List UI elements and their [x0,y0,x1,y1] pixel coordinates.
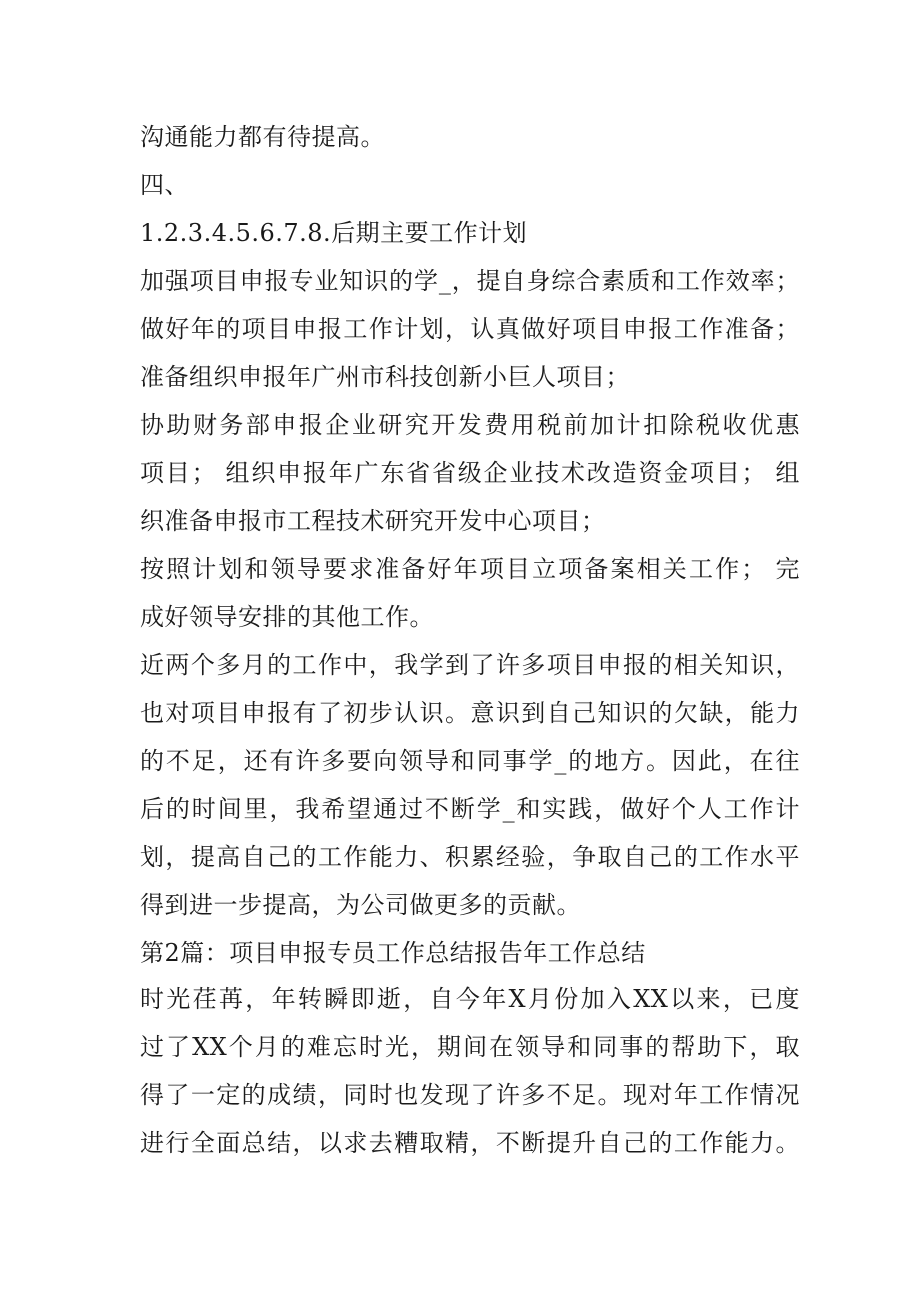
text-line: 准备组织申报年广州市科技创新小巨人项目； [140,363,630,391]
text-line: 做好年的项目申报工作计划，认真做好项目申报工作准备； [140,315,800,343]
text-line: 项目； 组织申报年广东省省级企业技术改造资金项目； 组 [140,459,800,487]
text-line: 织准备申报市工程技术研究开发中心项目； [140,507,606,535]
text-line: 按照计划和领导要求准备好年项目立项备案相关工作； 完 [140,555,800,583]
text-line: 近两个多月的工作中，我学到了许多项目申报的相关知识， [140,651,800,679]
text-line: 得了一定的成绩，同时也发现了许多不足。现对年工作情况 [140,1081,800,1109]
text-line: 1.2.3.4.5.6.7.8.后期主要工作计划 [140,219,528,247]
text-line: 加强项目申报专业知识的学_，提自身综合素质和工作效率； [140,267,800,295]
text-line: 协助财务部申报企业研究开发费用税前加计扣除税收优惠 [140,411,800,439]
article-title: 第2篇：项目申报专员工作总结报告年工作总结 [140,939,646,967]
text-line: 时光荏苒，年转瞬即逝，自今年X月份加入XX以来，已度 [140,985,800,1013]
section-heading: 四、 [140,171,189,199]
text-line: 成好领导安排的其他工作。 [140,603,434,631]
text-line: 进行全面总结，以求去糟取精，不断提升自己的工作能力。 [140,1129,800,1157]
text-line: 划，提高自己的工作能力、积累经验，争取自己的工作水平 [140,843,800,871]
text-line: 沟通能力都有待提高。 [140,123,385,151]
text-line: 后的时间里，我希望通过不断学_和实践，做好个人工作计 [140,795,800,823]
text-line: 过了XX个月的难忘时光，期间在领导和同事的帮助下，取 [140,1033,800,1061]
document-body [140,113,800,1167]
text-line: 也对项目申报有了初步认识。意识到自己知识的欠缺，能力 [140,699,800,727]
text-line: 得到进一步提高，为公司做更多的贡献。 [140,891,581,919]
text-line: 的不足，还有许多要向领导和同事学_的地方。因此，在往 [140,747,800,775]
